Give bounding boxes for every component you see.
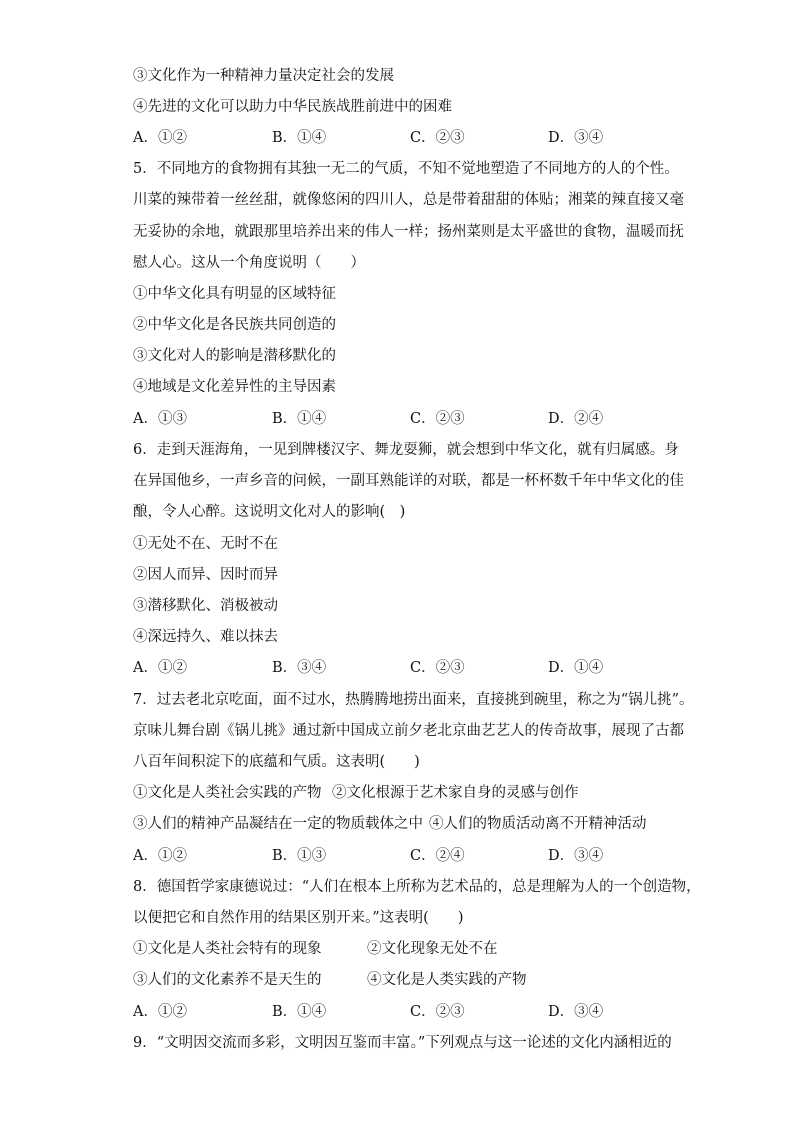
- q7-items-row: [133, 783, 693, 803]
- q7-item: ②文化根源于艺术家自身的灵感与创作: [332, 785, 579, 801]
- option-b[interactable]: B．①④: [272, 1004, 327, 1020]
- q6-item: ①无处不在、无时不在: [133, 536, 278, 552]
- q6-item: ③潜移默化、消极被动: [133, 598, 278, 614]
- option-a[interactable]: A．①②: [133, 130, 187, 146]
- q7-items-row: [133, 814, 693, 834]
- option-b[interactable]: B．①④: [272, 411, 327, 427]
- q5-stem-line: 慰人心。这从一个角度说明（ ）: [133, 255, 365, 271]
- option-d[interactable]: D．③④: [548, 848, 604, 864]
- q6-stem-line: 酿，令人心醉。这说明文化对人的影响( ): [133, 504, 406, 520]
- option-a[interactable]: A．①②: [133, 848, 187, 864]
- q7-options: [133, 846, 693, 866]
- q8-item: ④文化是人类实践的产物: [367, 972, 527, 988]
- q7-stem-line: 7．过去老北京吃面，面不过水，热腾腾地捞出面来，直接挑到碗里，称之为“锅儿挑”。: [133, 692, 694, 708]
- prev-item-3: ③文化作为一种精神力量决定社会的发展: [133, 68, 394, 84]
- option-c[interactable]: C．②③: [410, 130, 465, 146]
- option-a[interactable]: A．①②: [133, 660, 187, 676]
- prev-item-4: ④先进的文化可以助力中华民族战胜前进中的困难: [133, 99, 452, 115]
- q5-item: ④地域是文化差异性的主导因素: [133, 379, 336, 395]
- option-b[interactable]: B．③④: [272, 660, 327, 676]
- q8-item: ①文化是人类社会特有的现象: [133, 941, 322, 957]
- q7-stem-line: 八百年间积淀下的底蕴和气质。这表明( ): [133, 754, 420, 770]
- option-c[interactable]: C．②④: [410, 848, 465, 864]
- q6-item: ④深远持久、难以抹去: [133, 629, 278, 645]
- prev-options: [133, 128, 693, 148]
- option-c[interactable]: C．②③: [410, 1004, 465, 1020]
- q5-stem-line: 川菜的辣带着一丝丝甜，就像悠闲的四川人，总是带着甜甜的体贴；湘菜的辣直接又毫: [133, 192, 684, 208]
- q9-stem-line: 9．“文明因交流而多彩，文明因互鉴而丰富。”下列观点与这一论述的文化内涵相近的: [133, 1035, 672, 1051]
- q5-item: ①中华文化具有明显的区域特征: [133, 286, 336, 302]
- q8-items-row: [133, 939, 693, 959]
- option-c[interactable]: C．②③: [410, 411, 465, 427]
- q6-stem-line: 在异国他乡，一声乡音的问候，一副耳熟能详的对联，都是一杯杯数千年中华文化的佳: [133, 473, 684, 489]
- q8-item: ③人们的文化素养不是天生的: [133, 972, 322, 988]
- q7-item: ③人们的精神产品凝结在一定的物质载体之中: [133, 816, 423, 832]
- q8-options: [133, 1002, 693, 1022]
- option-a[interactable]: A．①③: [133, 411, 187, 427]
- q8-items-row: [133, 970, 693, 990]
- q5-stem-line: 5．不同地方的食物拥有其独一无二的气质，不知不觉地塑造了不同地方的人的个性。: [133, 161, 679, 177]
- q7-item: ①文化是人类社会实践的产物: [133, 785, 322, 801]
- q6-options: [133, 658, 693, 678]
- option-b[interactable]: B．①③: [272, 848, 327, 864]
- option-b[interactable]: B．①④: [272, 130, 327, 146]
- q5-item: ②中华文化是各民族共同创造的: [133, 317, 336, 333]
- q8-item: ②文化现象无处不在: [367, 941, 498, 957]
- q6-item: ②因人而异、因时而异: [133, 567, 278, 583]
- option-d[interactable]: D．①④: [548, 660, 604, 676]
- q7-item: ④人们的物质活动离不开精神活动: [429, 816, 647, 832]
- q5-item: ③文化对人的影响是潜移默化的: [133, 348, 336, 364]
- option-c[interactable]: C．②③: [410, 660, 465, 676]
- option-d[interactable]: D．③④: [548, 130, 604, 146]
- q6-stem-line: 6．走到天涯海角，一见到牌楼汉字、舞龙耍狮，就会想到中华文化，就有归属感。身: [133, 442, 679, 458]
- q7-stem-line: 京味儿舞台剧《锅儿挑》通过新中国成立前夕老北京曲艺艺人的传奇故事，展现了古都: [133, 723, 684, 739]
- q8-stem-line: 8．德国哲学家康德说过：“人们在根本上所称为艺术品的，总是理解为人的一个创造物，: [133, 879, 701, 895]
- option-d[interactable]: D．③④: [548, 1004, 604, 1020]
- q8-stem-line: 以便把它和自然作用的结果区别开来。”这表明( ): [133, 910, 464, 926]
- option-a[interactable]: A．①②: [133, 1004, 187, 1020]
- q5-stem-line: 无妥协的余地，就跟那里培养出来的伟人一样；扬州菜则是太平盛世的食物，温暖而抚: [133, 224, 684, 240]
- q5-options: [133, 409, 693, 429]
- option-d[interactable]: D．②④: [548, 411, 604, 427]
